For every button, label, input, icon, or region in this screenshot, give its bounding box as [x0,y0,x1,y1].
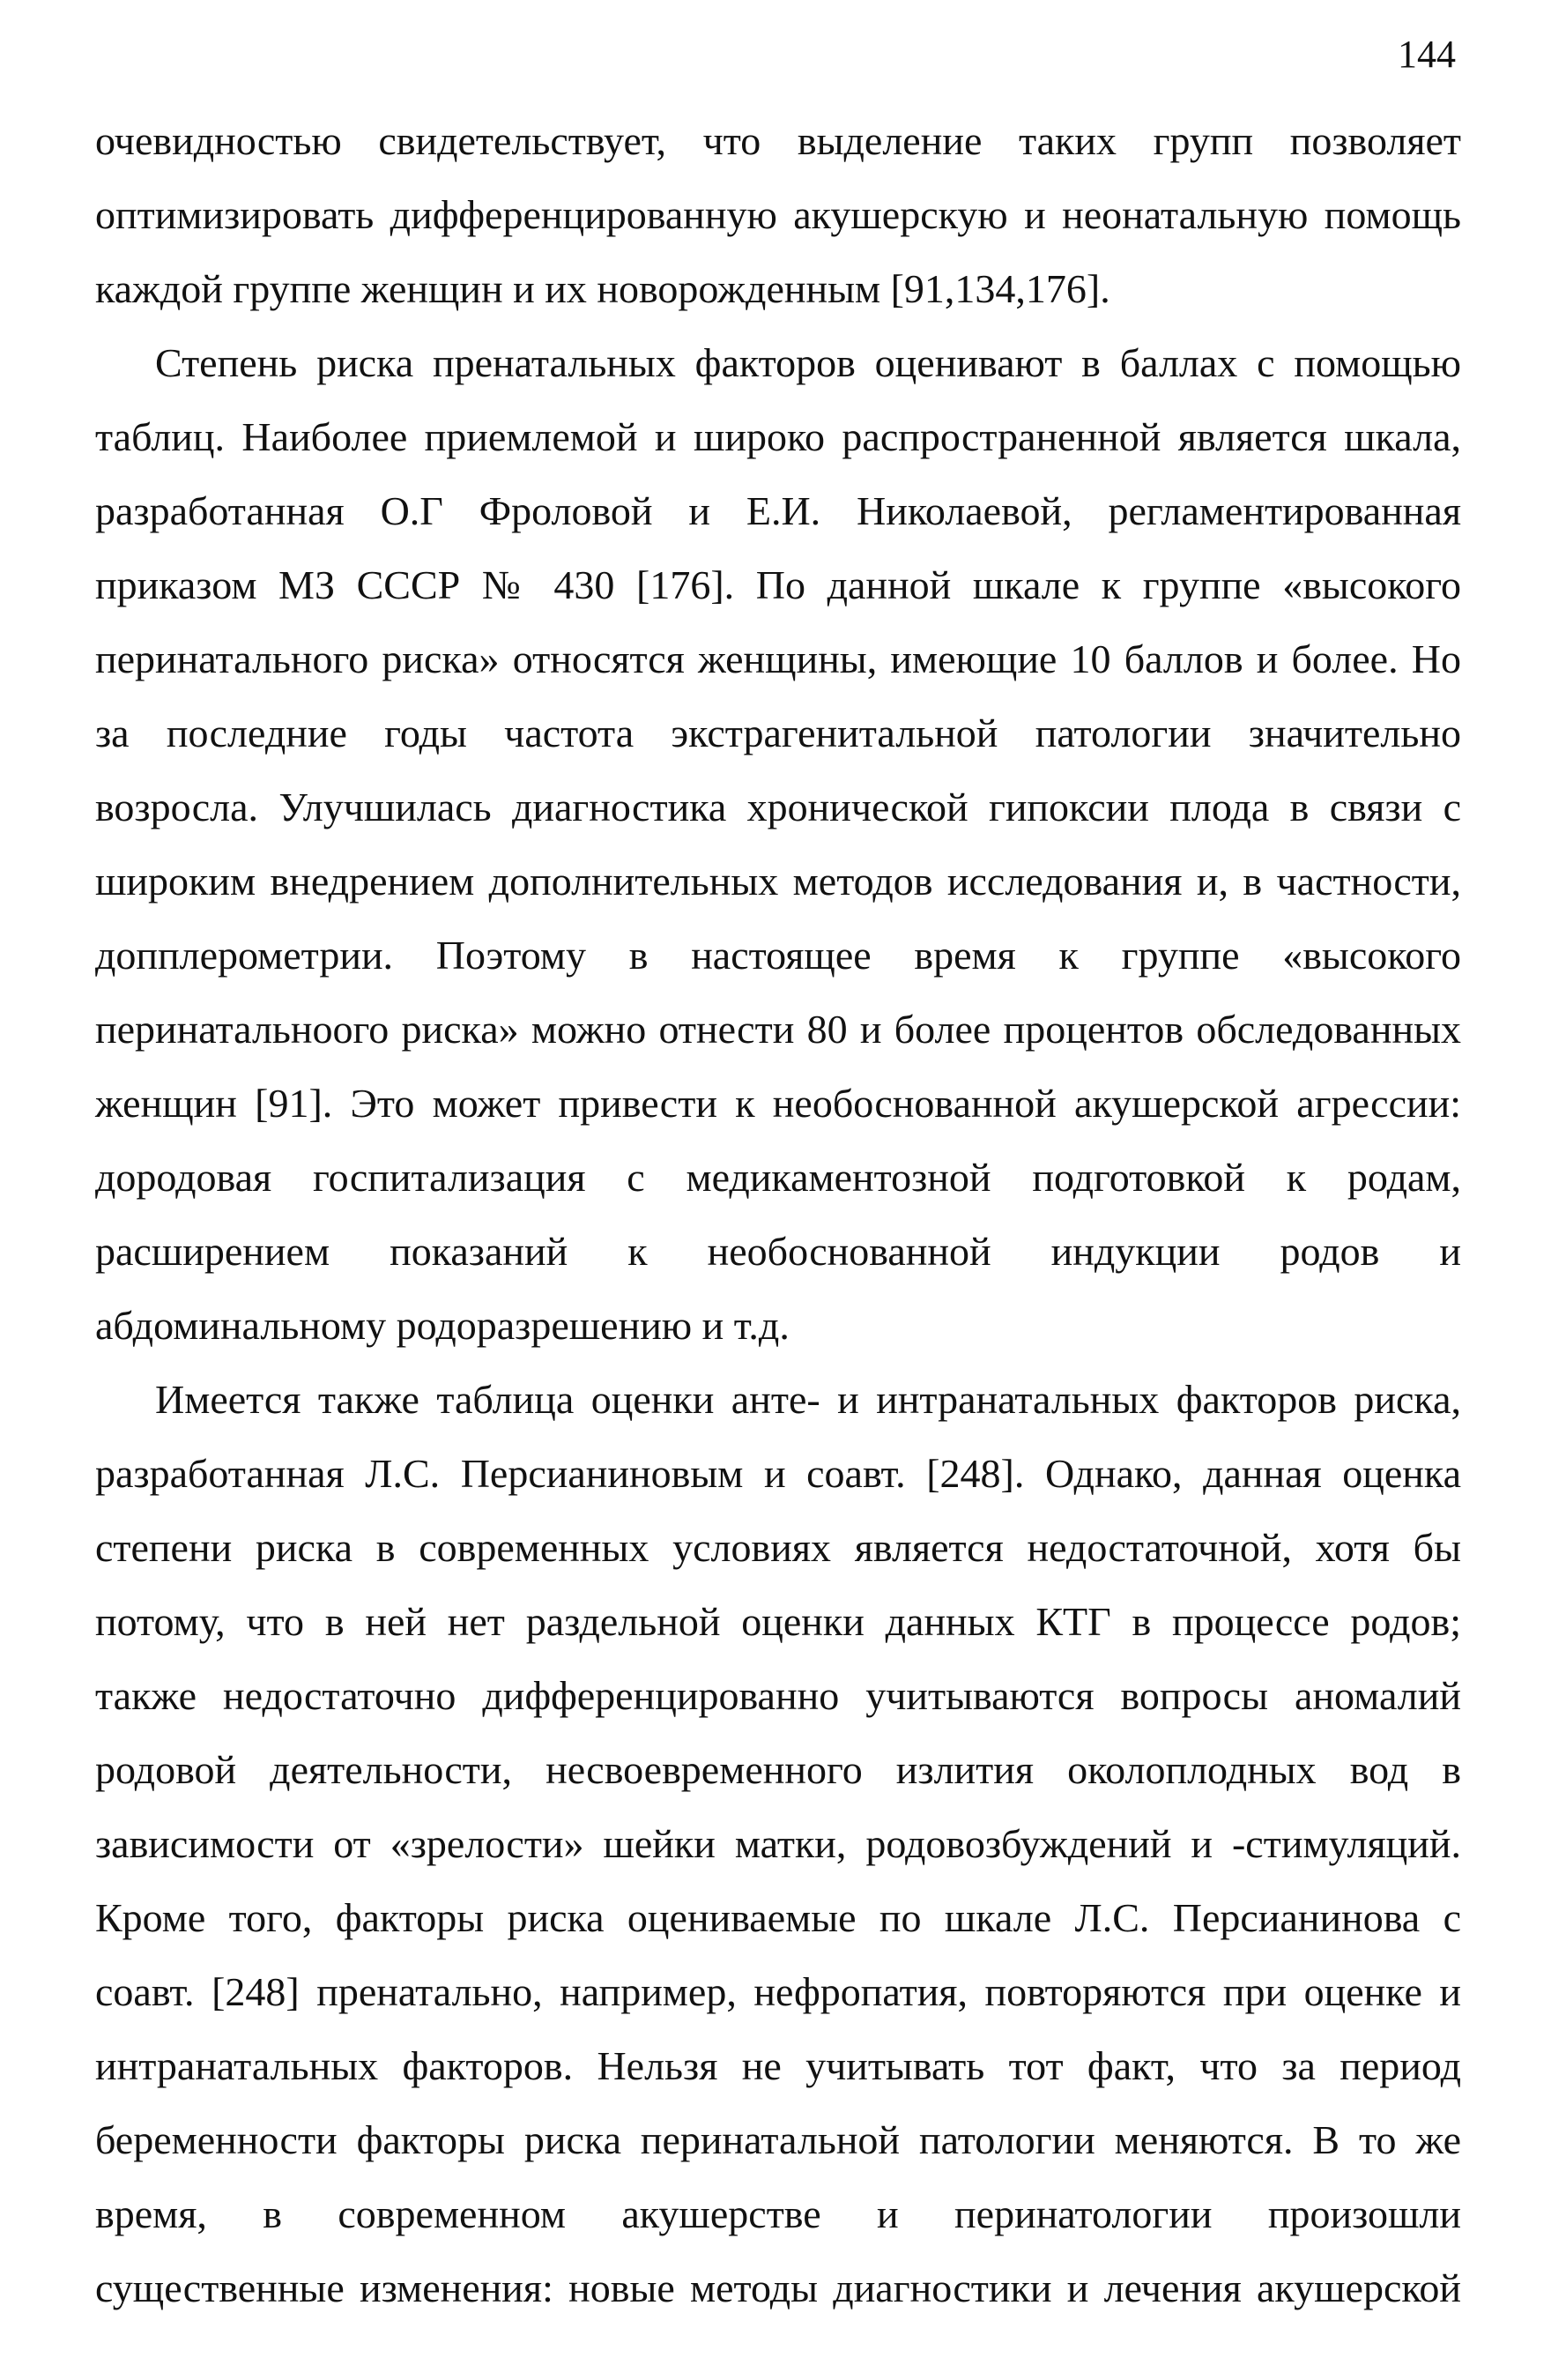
text-line: существенные изменения: новые методы диагностики и лечения акушерской [95,2265,1461,2310]
text-line: женщин [91]. Это может привести к необоснованной акушерской агрессии: [95,1081,1461,1126]
text-line: Кроме того, факторы риска оцениваемые по шкале Л.С. Персианинова с [95,1895,1461,1940]
text-line: степени риска в современных условиях является недостаточной, хотя бы [95,1525,1461,1570]
text-line: за последние годы частота экстрагенитальной патологии значительно [95,710,1461,755]
text-line: время, в современном акушерстве и перинатологии произошли [95,2191,1461,2236]
paragraph-3 [95,1363,1461,2325]
page-number: 144 [1398,33,1456,76]
text-line: перинатального риска» относятся женщины, имеющие 10 баллов и более. Но [95,636,1461,681]
text-line: таблиц. Наиболее приемлемой и широко распространенной является шкала, [95,414,1461,459]
text-line: потому, что в ней нет раздельной оценки данных КТГ в процессе родов; [95,1599,1461,1644]
text-line: широким внедрением дополнительных методов исследования и, в частности, [95,859,1461,904]
text-line: разработанная О.Г Фроловой и Е.И. Николаевой, регламентированная [95,488,1461,533]
text-line: дородовая госпитализация с медикаментозной подготовкой к родам, [95,1155,1461,1200]
text-line: перинатальноого риска» можно отнести 80 и более процентов обследованных [95,1007,1461,1052]
text-line: родовой деятельности, несвоевременного излития околоплодных вод в [95,1747,1461,1792]
text-line: также недостаточно дифференцированно учитываются вопросы аномалий [95,1673,1461,1718]
text-line: расширением показаний к необоснованной индукции родов и [95,1229,1461,1274]
text-line: беременности факторы риска перинатальной патологии меняются. В то же [95,2117,1461,2162]
text-line: соавт. [248] пренатально, например, нефропатия, повторяются при оценке и [95,1969,1461,2014]
text-line: разработанная Л.С. Персианиновым и соавт. [248]. Однако, данная оценка [95,1451,1461,1496]
text-line: приказом МЗ СССР № 430 [176]. По данной шкале к группе «высокого [95,562,1461,607]
text-line: оптимизировать дифференцированную акушерскую и неонатальную помощь [95,192,1461,237]
body-text [95,104,1461,2325]
paragraph-1 [95,104,1461,326]
text-line: Имеется также таблица оценки анте- и интранатальных факторов риска, [155,1377,1461,1422]
paragraph-2 [95,326,1461,1363]
text-line: очевидностью свидетельствует, что выделение таких групп позволяет [95,118,1461,163]
text-line: зависимости от «зрелости» шейки матки, родовозбуждений и -стимуляций. [95,1821,1461,1866]
text-line: Степень риска пренатальных факторов оценивают в баллах с помощью [155,340,1461,385]
text-line: допплерометрии. Поэтому в настоящее время к группе «высокого [95,933,1461,978]
text-line: абдоминальному родоразрешению и т.д. [95,1303,790,1348]
text-line: каждой группе женщин и их новорожденным [91,134,176]. [95,266,1110,311]
text-line: интранатальных факторов. Нельзя не учитывать тот факт, что за период [95,2043,1461,2088]
text-line: возросла. Улучшилась диагностика хронической гипоксии плода в связи с [95,785,1461,829]
